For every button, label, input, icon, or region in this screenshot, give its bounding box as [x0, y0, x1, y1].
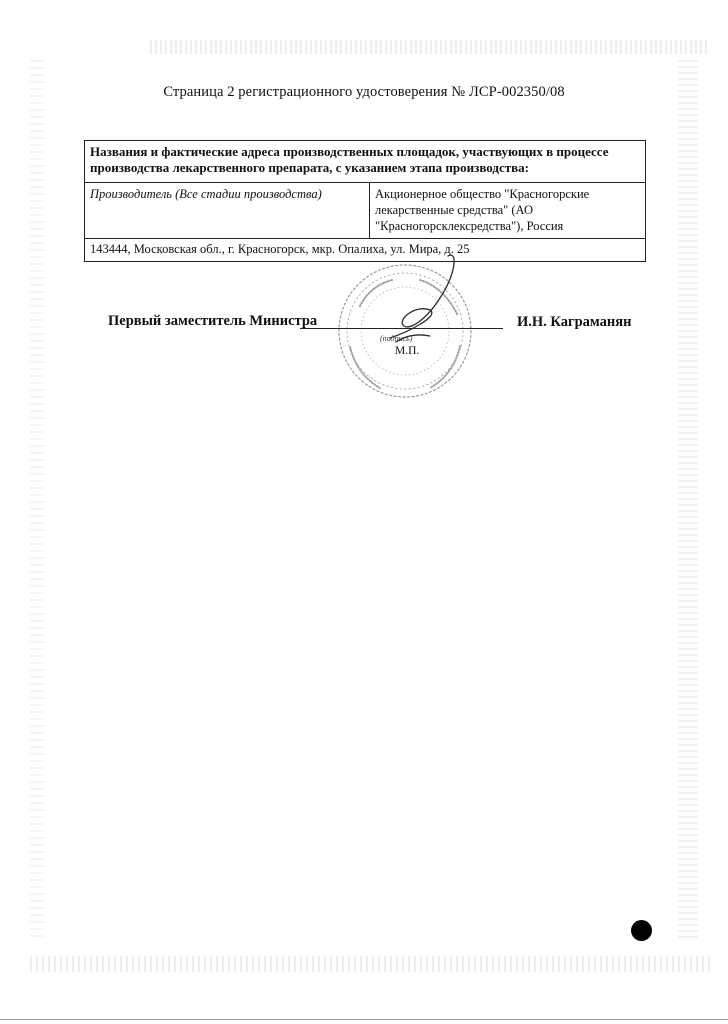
signatory-position: Первый заместитель Министра: [108, 313, 318, 329]
manufacturer-organization: [370, 183, 646, 239]
manufacturer-role: Производитель (Все стадии производства): [85, 183, 370, 239]
seal-text-arc: [360, 280, 392, 306]
organization-line: "Красногорсклексредства"), Россия: [375, 219, 564, 233]
organization-line: лекарственные средства" (АО: [375, 203, 533, 217]
seal-text-arc: [350, 346, 380, 388]
scan-noise-top: [150, 40, 710, 54]
signature-hint: (подпись): [380, 334, 413, 343]
page-header: Страница 2 регистрационного удостоверения № ЛСР-002350/08: [163, 84, 565, 100]
seal-text-arc: [430, 346, 460, 388]
seal-inner-ring: [347, 273, 463, 389]
scan-noise-bottom: [30, 956, 710, 972]
scan-noise-right: [678, 60, 698, 940]
manufacturer-address: 143444, Московская обл., г. Красногорск, мкр. Опалиха, ул. Мира, д. 25: [85, 239, 646, 262]
signature-line: [300, 328, 503, 329]
scan-bottom-edge: [0, 1019, 728, 1020]
signatory-name: И.Н. Каграманян: [517, 314, 632, 330]
seal-center-ring: [361, 287, 449, 375]
table-caption-row: [85, 141, 646, 183]
seal-outer-ring: [339, 265, 471, 397]
organization-line: Акционерное общество "Красногорские: [375, 187, 590, 201]
seal-place-mark: М.П.: [395, 345, 420, 357]
table-caption: Названия и фактические адреса производственных площадок, участвующих в процессе производства лекарственного препарата, с указанием этапа производства:: [85, 141, 646, 183]
scan-noise-left: [30, 60, 44, 940]
official-seal: [330, 246, 490, 416]
production-sites-table: [84, 140, 646, 262]
scan-dot-mark: [631, 920, 652, 941]
table-row: [85, 183, 646, 239]
